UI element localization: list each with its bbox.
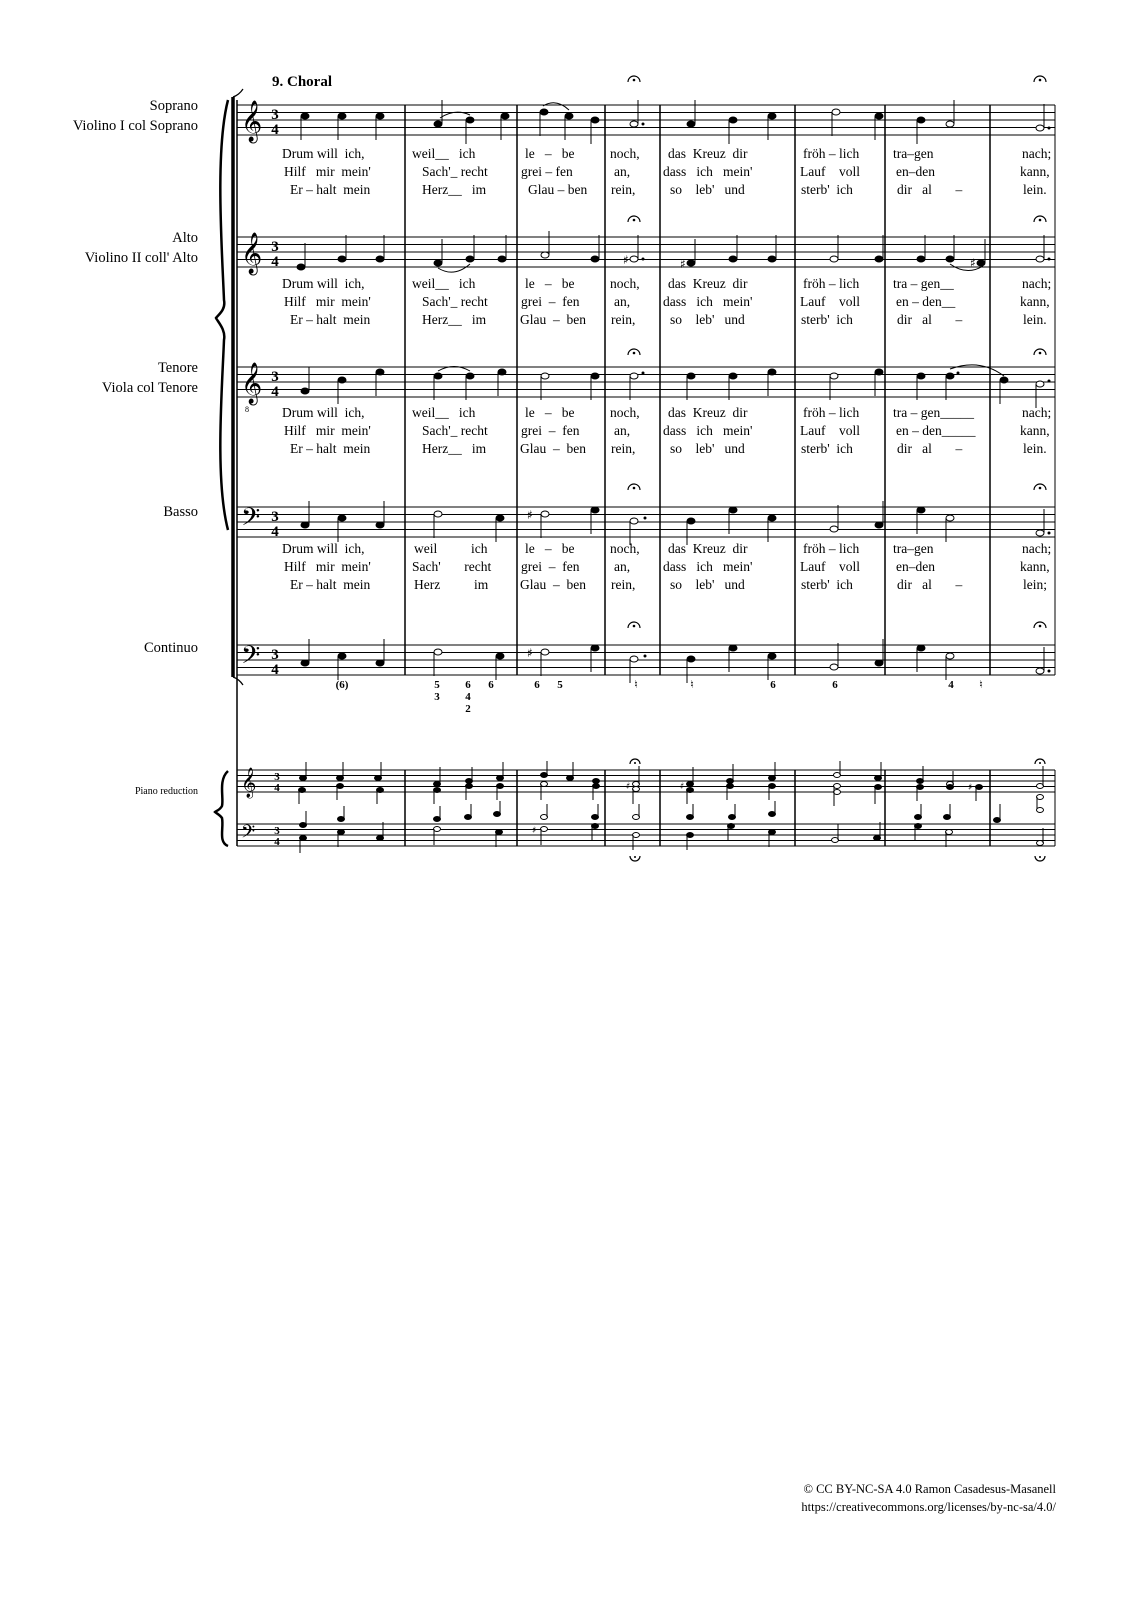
sharp-icon: ♯ [968, 783, 973, 793]
sharp-icon: ♯ [527, 508, 533, 522]
lyric-tenor-verse2: dass ich mein' [663, 423, 753, 438]
lyric-soprano-verse3: sterb' ich [801, 182, 853, 197]
lyric-bass-verse3: lein; [1023, 577, 1047, 592]
svg-text:4: 4 [271, 662, 279, 678]
lyric-tenor-verse2: Hilf mir mein' [284, 423, 371, 438]
lyric-soprano-verse1: weil__ ich [412, 146, 476, 161]
figure-digit: 4 [948, 679, 954, 691]
lyric-tenor-verse1: Drum will ich, [282, 405, 365, 420]
figure-digit: 2 [465, 703, 471, 715]
lyric-alto-verse2: dass ich mein' [663, 294, 753, 309]
lyric-tenor-verse1: noch, [610, 405, 640, 420]
lyric-bass-verse3: Er – halt mein [290, 577, 371, 592]
license-text: © CC BY-NC-SA 4.0 Ramon Casadesus-Masanell [803, 1482, 1056, 1496]
lyric-alto-verse1: fröh – lich [803, 276, 860, 291]
figure-digit: ♮ [979, 679, 983, 691]
lyric-alto-verse2: en – den__ [896, 294, 956, 309]
bass-clef-icon: 𝄢 [241, 503, 261, 538]
figure-digit: 6 [832, 679, 838, 691]
figure-digit: 5 [557, 679, 563, 691]
label-line: Alto [172, 230, 198, 246]
svg-text:4: 4 [271, 524, 279, 540]
lyric-soprano-verse2: kann, [1020, 164, 1050, 179]
svg-text:4: 4 [274, 782, 280, 794]
lyric-tenor-verse1: nach; [1022, 405, 1052, 420]
figure [460, 679, 476, 715]
figure-digit: (6) [335, 679, 349, 691]
lyric-bass-verse3: Herz im [414, 577, 489, 592]
notes-tenor [301, 367, 1050, 408]
lyric-bass-verse2: dass ich mein' [663, 559, 753, 574]
sharp-icon: ♯ [623, 253, 629, 267]
treble-clef-icon: 𝄞 [241, 101, 263, 142]
movement-title: 9. Choral [272, 74, 332, 90]
figure-digit: 3 [434, 691, 440, 703]
lyric-bass-verse1: fröh – lich [803, 541, 860, 556]
lyric-alto-verse1: le – be [525, 276, 575, 291]
lyric-bass-verse1: Drum will ich, [282, 541, 365, 556]
lyric-alto-verse2: Lauf voll [800, 294, 860, 309]
staff-piano-treble [237, 770, 1055, 792]
figure-digit: 4 [465, 691, 471, 703]
lyric-bass-verse1: das Kreuz dir [668, 541, 748, 556]
lyric-alto-verse3: so leb' und [670, 312, 745, 327]
svg-text:4: 4 [274, 836, 280, 848]
svg-text:3: 3 [271, 239, 279, 255]
lyric-alto-verse3: Herz__ im [422, 312, 487, 327]
label-line: Soprano [149, 98, 198, 114]
lyric-soprano-verse1: das Kreuz dir [668, 146, 748, 161]
lyric-tenor-verse1: le – be [525, 405, 575, 420]
label-line: Viola col Tenore [101, 380, 198, 396]
lyric-tenor-verse2: kann, [1020, 423, 1050, 438]
sharp-icon: ♯ [626, 782, 631, 792]
staff-soprano [237, 105, 1055, 135]
figure [628, 679, 644, 691]
lyric-tenor-verse2: grei – fen [521, 423, 580, 438]
license-url[interactable]: https://creativecommons.org/licenses/by-nc-sa/4.0/ [801, 1500, 1056, 1514]
label-line: Violino II coll' Alto [84, 250, 198, 266]
sharp-icon: ♯ [680, 257, 686, 271]
lyric-alto-verse2: grei – fen [521, 294, 580, 309]
figure [334, 679, 350, 691]
lyric-soprano-verse1: fröh – lich [803, 146, 860, 161]
lyric-soprano-verse2: grei – fen [521, 164, 573, 179]
lyric-tenor-verse3: rein, [611, 441, 636, 456]
lyric-soprano-verse2: Sach'_ recht [422, 164, 488, 179]
lyric-bass-verse2: Lauf voll [800, 559, 860, 574]
treble-clef-icon: 𝄞 [241, 363, 263, 404]
lyric-tenor-verse1: tra – gen_____ [893, 405, 974, 420]
lyric-bass-verse3: dir al – [897, 577, 963, 592]
lyric-soprano-verse3: dir al – [897, 182, 963, 197]
sharp-icon: ♯ [680, 782, 685, 792]
staff-continuo [237, 645, 1055, 675]
sharp-icon: ♯ [532, 826, 537, 836]
lyric-bass-verse2: Hilf mir mein' [284, 559, 371, 574]
lyric-bass-verse1: weil ich [414, 541, 488, 556]
lyric-soprano-verse1: noch, [610, 146, 640, 161]
lyric-soprano-verse3: Er – halt mein [290, 182, 371, 197]
svg-text:3: 3 [271, 509, 279, 525]
lyric-soprano-verse1: tra–gen [893, 146, 934, 161]
lyric-soprano-verse3: rein, [611, 182, 636, 197]
svg-text:3: 3 [271, 107, 279, 123]
lyric-soprano-verse2: en–den [896, 164, 935, 179]
lyric-bass-verse1: tra–gen [893, 541, 934, 556]
lyric-alto-verse3: Glau – ben [520, 312, 586, 327]
figure-digit: 6 [534, 679, 540, 691]
lyric-bass-verse3: rein, [611, 577, 636, 592]
lyric-bass-verse2: en–den [896, 559, 935, 574]
lyric-alto-verse3: lein. [1023, 312, 1047, 327]
figure [529, 679, 545, 691]
svg-text:3: 3 [271, 369, 279, 385]
lyric-alto-verse1: tra – gen__ [893, 276, 954, 291]
lyric-soprano-verse3: Herz__ im [422, 182, 487, 197]
staff-alto [237, 237, 1055, 267]
label-line: Violino I col Soprano [72, 118, 198, 134]
lyric-tenor-verse3: Er – halt mein [290, 441, 371, 456]
lyric-soprano-verse2: an, [614, 164, 631, 179]
lyric-alto-verse1: weil__ ich [412, 276, 476, 291]
lyric-soprano-verse3: so leb' und [670, 182, 745, 197]
figure [552, 679, 568, 691]
lyric-alto-verse2: Hilf mir mein' [284, 294, 371, 309]
lyric-bass-verse3: so leb' und [670, 577, 745, 592]
lyric-tenor-verse2: Lauf voll [800, 423, 860, 438]
instrument-label-piano: Piano reduction [134, 786, 198, 797]
lyric-bass-verse2: an, [614, 559, 631, 574]
lyric-alto-verse2: kann, [1020, 294, 1050, 309]
treble-clef-icon: 𝄞 [241, 233, 263, 274]
figure [765, 679, 781, 691]
lyric-alto-verse1: nach; [1022, 276, 1052, 291]
staff-piano-bass [237, 824, 1055, 846]
lyric-tenor-verse3: dir al – [897, 441, 963, 456]
lyric-tenor-verse3: sterb' ich [801, 441, 853, 456]
lyric-tenor-verse2: en – den_____ [896, 423, 976, 438]
figure [483, 679, 499, 691]
notes-continuo [301, 639, 1050, 683]
svg-text:4: 4 [271, 254, 279, 270]
sharp-icon: ♯ [527, 646, 533, 660]
lyric-alto-verse2: an, [614, 294, 631, 309]
lyric-tenor-verse1: fröh – lich [803, 405, 860, 420]
svg-text:4: 4 [271, 384, 279, 400]
figure [973, 679, 989, 691]
lyric-bass-verse2: grei – fen [521, 559, 580, 574]
label-line: Continuo [144, 640, 198, 656]
label-line: Tenore [157, 360, 198, 376]
lyric-bass-verse3: Glau – ben [520, 577, 586, 592]
label-line: Basso [163, 504, 198, 520]
lyric-tenor-verse1: das Kreuz dir [668, 405, 748, 420]
svg-text:8: 8 [245, 405, 249, 414]
lyric-alto-verse3: sterb' ich [801, 312, 853, 327]
notes-piano [299, 761, 1044, 853]
lyric-bass-verse2: Sach' recht [412, 559, 492, 574]
notes-soprano [301, 100, 1050, 144]
bass-clef-icon: 𝄢 [241, 641, 261, 676]
lyric-alto-verse1: noch, [610, 276, 640, 291]
sharp-icon: ♯ [970, 256, 976, 270]
figure [684, 679, 700, 691]
lyric-tenor-verse2: an, [614, 423, 631, 438]
staff-tenor [237, 367, 1055, 397]
lyric-bass-verse1: le – be [525, 541, 575, 556]
lyric-tenor-verse3: lein. [1023, 441, 1047, 456]
notes-bass [301, 501, 1050, 545]
svg-text:4: 4 [271, 122, 279, 138]
svg-text:3: 3 [271, 647, 279, 663]
lyric-bass-verse2: kann, [1020, 559, 1050, 574]
lyric-alto-verse3: Er – halt mein [290, 312, 371, 327]
lyric-alto-verse1: das Kreuz dir [668, 276, 748, 291]
lyric-soprano-verse1: le – be [525, 146, 575, 161]
lyric-soprano-verse3: Glau – ben [528, 182, 588, 197]
lyric-bass-verse1: noch, [610, 541, 640, 556]
lyric-bass-verse1: nach; [1022, 541, 1052, 556]
lyric-tenor-verse3: Glau – ben [520, 441, 586, 456]
treble-clef-icon: 𝄞 [241, 768, 257, 798]
svg-text:3: 3 [274, 771, 280, 783]
figure-digit: ♮ [690, 679, 694, 691]
staff-bass [237, 507, 1055, 537]
figure-digit: 6 [770, 679, 776, 691]
license-footer [801, 1480, 1056, 1516]
lyric-alto-verse3: dir al – [897, 312, 963, 327]
figure [429, 679, 445, 703]
figure-digit: ♮ [634, 679, 638, 691]
lyric-alto-verse1: Drum will ich, [282, 276, 365, 291]
lyric-soprano-verse2: Hilf mir mein' [284, 164, 371, 179]
lyric-tenor-verse1: weil__ ich [412, 405, 476, 420]
lyric-alto-verse2: Sach'_ recht [422, 294, 488, 309]
figure-digit: 6 [465, 679, 471, 691]
lyric-soprano-verse3: lein. [1023, 182, 1047, 197]
lyric-soprano-verse1: nach; [1022, 146, 1052, 161]
lyric-tenor-verse3: so leb' und [670, 441, 745, 456]
lyric-tenor-verse3: Herz__ im [422, 441, 487, 456]
lyric-soprano-verse2: dass ich mein' [663, 164, 753, 179]
svg-text:3: 3 [274, 825, 280, 837]
bass-clef-icon: 𝄢 [241, 822, 256, 847]
figure [827, 679, 843, 691]
lyric-alto-verse3: rein, [611, 312, 636, 327]
figure-digit: 6 [488, 679, 494, 691]
figure-digit: 5 [434, 679, 440, 691]
lyric-tenor-verse2: Sach'_ recht [422, 423, 488, 438]
figure [943, 679, 959, 691]
lyric-bass-verse3: sterb' ich [801, 577, 853, 592]
lyric-soprano-verse2: Lauf voll [800, 164, 860, 179]
lyric-soprano-verse1: Drum will ich, [282, 146, 365, 161]
